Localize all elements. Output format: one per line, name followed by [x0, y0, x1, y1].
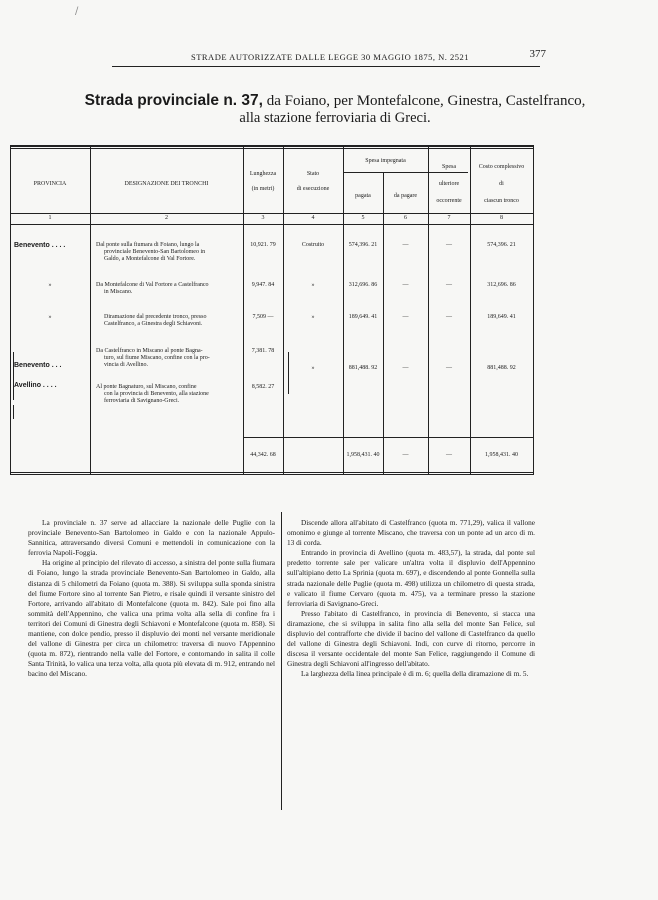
- header-spesa-ulteriore-3: occorrente: [436, 198, 462, 204]
- total-costo: 1,958,431. 40: [485, 452, 518, 458]
- row-provincia: »: [48, 282, 52, 288]
- row-da-pagare: —: [402, 314, 409, 320]
- header-lunghezza-unit: (in metri): [251, 186, 275, 192]
- row-designazione-3: vincia di Avellino.: [104, 362, 149, 368]
- row-da-pagare: —: [402, 242, 409, 248]
- brace-mark: [13, 405, 14, 419]
- row-ulteriore: —: [446, 242, 452, 248]
- row-ulteriore: —: [446, 365, 452, 371]
- col-number: 1: [48, 215, 52, 221]
- row-designazione: Da Montefalcone di Val Fortore a Castelfranco: [96, 282, 209, 288]
- row-designazione-2: Castelfranco, a Ginestra degli Schiavoni.: [104, 321, 203, 327]
- row-ulteriore: —: [446, 282, 452, 288]
- row-ulteriore: —: [446, 314, 452, 320]
- row-stato: Costruito: [301, 242, 325, 248]
- row-stato: »: [311, 365, 315, 371]
- header-stato-sub: di esecuzione: [296, 186, 330, 192]
- row-pagata: 574,396. 21: [348, 242, 378, 248]
- title-rest: da Foiano, per Montefalcone, Ginestra, Castelfranco,: [266, 93, 586, 109]
- brace-mark: [13, 352, 14, 400]
- paragraph: Discende allora all'abitato di Castelfranco (quota m. 771,29), valica il vallone omonimo e giunge al torrente Miscano, che traversa con un ponte ad un arco di m. 13 di corda.: [287, 518, 535, 548]
- column-divider: [281, 512, 282, 810]
- row-da-pagare: —: [402, 365, 409, 371]
- header-costo: Costo complessivo: [478, 164, 525, 170]
- total-lunghezza: 44,342. 68: [250, 452, 276, 458]
- header-pagata: pagata: [355, 193, 371, 199]
- header-bottom-rule: [10, 213, 533, 214]
- row-provincia: Avellino . . . .: [14, 382, 57, 389]
- row-pagata: 189,649. 41: [348, 314, 378, 320]
- row-designazione: Diramazione dal precedente tronco, presso: [104, 314, 207, 320]
- running-header: STRADE AUTORIZZATE DALLE LEGGE 30 MAGGIO 1875, N. 2521: [190, 52, 470, 62]
- col-number: 2: [165, 215, 168, 221]
- total-ulteriore: —: [446, 452, 452, 458]
- text-column-right: [287, 518, 535, 680]
- row-designazione-2: con la provincia di Benevento, alla stazione: [104, 391, 209, 397]
- row-provincia: »: [48, 314, 52, 320]
- col-number: 4: [311, 215, 315, 221]
- total-pagata: 1,958,431. 40: [346, 452, 380, 458]
- page-title: [45, 92, 625, 110]
- col-number: 3: [261, 215, 265, 221]
- row-da-pagare: —: [402, 282, 409, 288]
- header-costo-2: di: [499, 181, 504, 187]
- header-rule: [112, 66, 540, 67]
- row-designazione-2: provinciale Benevento-San Bartolomeo in: [104, 249, 206, 255]
- row-lunghezza: 7,381. 78: [251, 348, 275, 354]
- paragraph: Ha origine al principio del rilevato di accesso, a sinistra del ponte sulla fiumara di Foiano, lungo la strada provinciale Benevento-San Bartolomeo in Galdo, alla distanza di 5 chilometri da Foiano (quota m. 388). Si sviluppa sulla sponda sinistra del fiume Fortore sino al torrente San Pietro, e risale quindi il versante sinistro del Fortore, arrivando all'abitato di Montefalcone (quota m. 842). Sale poi fino alla sommità dell'Appennino, che valica una prima volta alla sella di confine fra i territori dei Comuni di Ginestra degli Schiavoni e Montefalcone (quota m. 858). Si mantiene, con dolce pendio, presso il displuvio dei monti nel versante meridionale del vallone di Ginestra per circa un chilometro: traversa di nuovo l'Appennino (quota m. 872), rientrando nella valle del Fortore, e contornando in salita il colle Santa Trinità, lo valica una terza volta, alla quota più elevata di m. 912, entrando nel bacino del Miscano.: [28, 558, 275, 679]
- paragraph: Presso l'abitato di Castelfranco, in provincia di Benevento, si stacca una diramazione, che si sviluppa in salita fino alla sella del monte San Felice, sul displuvio del contrafforte che divide il bacino del vallone di Castelfranco da quello del vallone di Ginestra degli Schiavoni. Indi, con curve di ritorno, percorre in discesa il versante occidentale del monte San Felice, raggiungendo il Comune di Ginestra degli Schiavoni all'ingresso dell'abitato.: [287, 608, 535, 669]
- col-number: 6: [404, 215, 407, 221]
- col-number: 5: [361, 215, 365, 221]
- row-pagata: 312,696. 86: [348, 282, 378, 288]
- total-da-pagare: —: [402, 452, 409, 458]
- row-designazione: Dal ponte sulla fiumara di Foiano, lungo la: [96, 242, 200, 248]
- header-costo-3: ciascun tronco: [484, 198, 519, 204]
- row-designazione-3: ferroviaria di Savignano-Greci.: [104, 398, 180, 404]
- brace-mark: [288, 352, 289, 394]
- row-costo: 189,649. 41: [487, 314, 516, 320]
- header-spesa-ulteriore-2: ulteriore: [438, 181, 460, 187]
- col-number: 7: [447, 215, 451, 221]
- row-provincia: Benevento . . .: [14, 362, 62, 369]
- page-title-line2: alla stazione ferroviaria di Greci.: [239, 110, 431, 126]
- header-spesa-ulteriore: Spesa: [442, 164, 456, 170]
- paragraph: La provinciale n. 37 serve ad allacciare la nazionale delle Puglie con la provinciale Benevento-San Bartolomeo in Galdo e con la nazionale Appulo-Sannitica, attraversando diversi Comuni e mettendoli in comunicazione con la ferrovia Napoli-Foggia.: [28, 518, 275, 558]
- row-lunghezza: 9,947. 84: [251, 282, 275, 288]
- row-stato: »: [311, 314, 315, 320]
- col-number: 8: [500, 215, 503, 221]
- header-provincia: PROVINCIA: [33, 181, 67, 187]
- row-designazione-2: in Miscano.: [104, 289, 133, 295]
- row-lunghezza: 7,509 —: [252, 314, 274, 320]
- row-provincia: Benevento . . . .: [14, 242, 66, 249]
- header-stato: Stato: [306, 171, 320, 177]
- row-pagata: 881,488. 92: [348, 365, 378, 371]
- header-spesa-impegnata: Spesa impegnata: [365, 158, 406, 164]
- row-designazione: Da Castelfranco in Miscano al ponte Bagna-: [96, 348, 203, 354]
- paragraph: Entrando in provincia di Avellino (quota m. 483,57), la strada, dal ponte sul predetto torrente sale per valicare un'altra volta il displuvio dell'Appennino sull'altipiano detto La Sprinia (quota m. 697), e discendendo al ponte Gonnella sulla strada nazionale delle Puglie (quota m. 498) utilizza un chilometro di questa strada, e valicato il fiume Cervaro (quota m. 475), va a terminare presso la stazione ferroviaria di Savignano-Greci.: [287, 548, 535, 608]
- paragraph: La larghezza della linea principale è di m. 6; quella della diramazione di m. 5.: [301, 669, 529, 679]
- row-costo: 881,488. 92: [487, 365, 516, 371]
- header-designazione: DESIGNAZIONE DEI TRONCHI: [124, 181, 209, 187]
- row-designazione-3: Galdo, a Montefalcone di Val Fortore.: [104, 256, 196, 262]
- margin-mark: /: [75, 6, 79, 17]
- row-costo: 574,396. 21: [487, 242, 516, 248]
- header-lunghezza: Lunghezza: [249, 171, 277, 177]
- text-column-left: [28, 518, 275, 680]
- row-costo: 312,696. 86: [487, 282, 516, 288]
- row-designazione-2: turo, sul fiume Miscano, confine con la pro-: [104, 355, 210, 361]
- row-lunghezza: 8,582. 27: [251, 384, 275, 390]
- title-bold: Strada provinciale n. 37,: [84, 92, 263, 109]
- table-bottom-rule: [10, 472, 533, 473]
- row-stato: »: [311, 282, 315, 288]
- row-designazione: Al ponte Bagnaturo, sul Miscano, confine: [96, 384, 197, 390]
- row-lunghezza: 10,921. 79: [250, 242, 276, 248]
- page-number: 377: [529, 48, 546, 60]
- header-da-pagare: da pagare: [393, 193, 418, 199]
- table-top-rule: [10, 145, 533, 147]
